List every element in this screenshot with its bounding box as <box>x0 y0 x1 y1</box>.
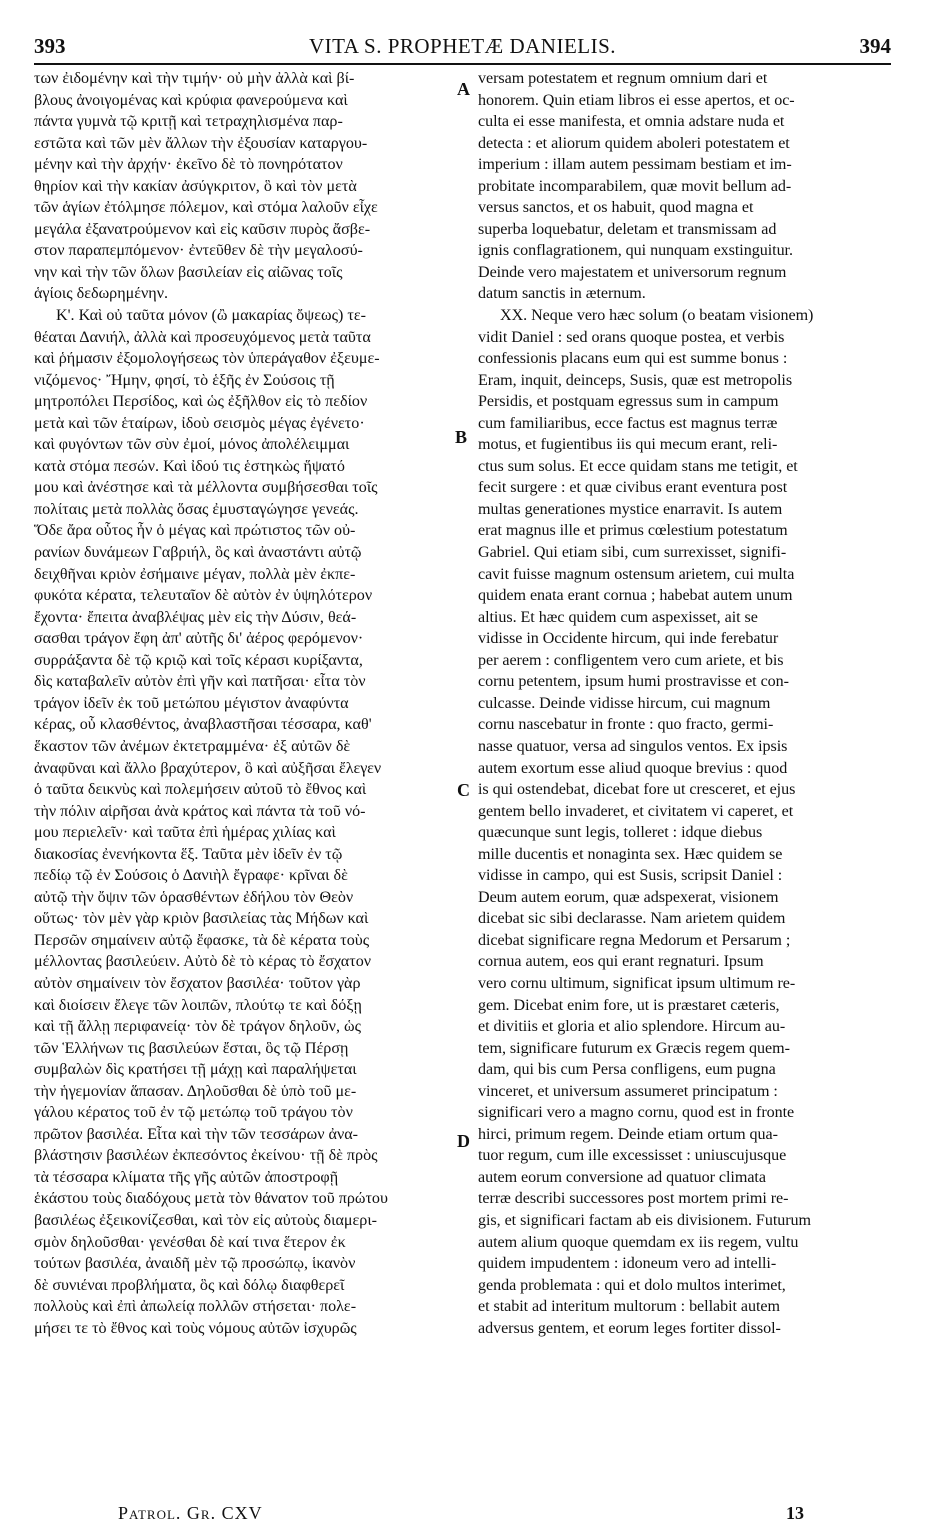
greek-text-line: μητροπόλει Περσίδος, καὶ ὡς ἐξῆλθον εἰς τὸ πεδίον <box>34 393 368 411</box>
greek-text-line: μου καὶ ἀνέστησε καὶ τὰ μέλλοντα συμβήσεσθαι τοῖς <box>34 479 378 497</box>
greek-text-line: νιζόμενος· Ἤμην, φησί, τὸ ἑξῆς ἐν Σούσοις τῇ <box>34 371 335 389</box>
latin-text-line: is qui ostendebat, dicebat fore ut cresceret, et ejus <box>478 781 796 799</box>
greek-text-line: κέρας, οὗ κλασθέντος, ἀναβλαστῆσαι τέσσαρα, καθ' <box>34 716 372 734</box>
latin-text-line: autem alium quoque quemdam ex iis regem, vultu <box>478 1233 799 1251</box>
latin-text-line: Deum autem eorum, quæ adspexerat, visionem <box>478 888 779 906</box>
section-marker-d: D <box>457 1131 470 1151</box>
greek-text-line: οὕτως· τὸν μὲν γὰρ κριὸν βασιλείας τὰς Μήδων καὶ <box>34 910 369 928</box>
latin-text-line: et stabit ad interitum multorum : bellabit autem <box>478 1298 780 1316</box>
latin-text-line: hirci, primum regem. Deinde etiam ortum qua- <box>478 1125 778 1143</box>
latin-text-line: gis, et significari factam ab eis divisionem. Futurum <box>478 1211 812 1229</box>
latin-text-line: quidem enata erant cornua ; habebat autem unum <box>478 587 793 605</box>
greek-text-line: Ὅδε ἄρα οὗτος ἦν ὁ μέγας καὶ πρώτιστος τῶν οὐ- <box>34 522 356 540</box>
latin-text-line: probitate incomparabilem, quæ movit bellum ad- <box>478 177 792 195</box>
latin-text-line: vinceret, et universum assumeret principatum : <box>478 1082 778 1100</box>
greek-text-line: ρανίων δυνάμεων Γαβριήλ, ὃς καὶ ἀναστάντι αὐτῷ <box>34 544 362 562</box>
greek-text-line: ἁγίοις δεδωρημένην. <box>34 285 168 303</box>
greek-text-line: γάλου κέρατος τοῦ ἐν τῷ μετώπῳ τοῦ τράγου τὸν <box>34 1104 353 1122</box>
greek-text-line: τὴν ἡγεμονίαν ἅπασαν. Δηλοῦσθαι δὲ ὑπὸ τοῦ με- <box>34 1082 357 1100</box>
greek-text-line: συμβαλὼν δὶς κρατήσει τῇ μάχῃ καὶ παραλήψεται <box>34 1061 357 1079</box>
latin-text-line: ctus sum solus. Et ecce quidam stans me tetigit, et <box>478 457 798 475</box>
greek-text-line: θηρίον καὶ τὴν κακίαν ἀσύγκριτον, ὃ καὶ τὸν μετὰ <box>34 177 357 195</box>
greek-text-line: τὴν πόλιν αἱρῆσαι ἀνὰ κράτος καὶ πάντα τὰ τοῦ νό- <box>34 802 366 820</box>
greek-text-line: βλους ἀνοιγομένας καὶ κρύφια φανερούμενα καὶ <box>34 91 348 109</box>
greek-text-line: πρῶτον βασιλέα. Εἶτα καὶ τὴν τῶν τεσσάρων ἀνα- <box>34 1125 359 1143</box>
latin-text-line: vero cornu ultimum, significat ipsum ultimum re- <box>478 974 796 992</box>
latin-text-line: honorem. Quin etiam libros ei esse apertos, et oc- <box>478 91 795 109</box>
running-title: VITA S. PROPHETÆ DANIELIS. <box>308 34 617 58</box>
header-rule <box>34 63 891 65</box>
latin-text-line: dicebat significare regna Medorum et Persarum ; <box>478 931 791 949</box>
latin-text-line: altius. Et hæc quidem cum aspexisset, ait se <box>478 608 758 626</box>
latin-text-line: versam potestatem et regnum omnium dari et <box>478 70 768 87</box>
latin-text-line: fecit surgere : et quæ civibus erant eventura post <box>478 479 788 497</box>
greek-text-line: των ἐιδομένην καὶ τὴν τιμήν· οὐ μὴν ἀλλὰ καὶ βί- <box>34 70 355 87</box>
greek-text-line: τῶν ἁγίων ἐτόλμησε πόλεμον, καὶ στόμα λαλοῦν εἶχε <box>34 199 378 217</box>
latin-text-line: detecta : et aliorum quidem aboleri potestatem et <box>478 134 790 152</box>
greek-text-line: δὲ συνιέναι προβλήματα, ὃς καὶ δόλῳ διαφθερεῖ <box>34 1276 345 1294</box>
greek-text-line: ἕκαστον τῶν ἀνέμων ἐκτετραμμένα· ἐξ αὐτῶν δὲ <box>34 737 351 755</box>
section-marker-c: C <box>457 780 470 800</box>
greek-text-line: βλάστησιν βασιλέων ἐκπεσόντος ἐκείνου· τῇ δὲ πρὸς <box>34 1147 378 1165</box>
page-number-right: 394 <box>859 34 891 58</box>
page-footer <box>34 1503 891 1527</box>
greek-text-line: καὶ διοίσειν ἔλεγε τῶν λοιπῶν, πλούτῳ τε καὶ δόξῃ <box>34 996 362 1014</box>
latin-text-line: superba loquebatur, deletam et transmissam ad <box>478 220 777 238</box>
latin-text-line: Eram, inquit, deinceps, Susis, quæ est metropolis <box>478 371 793 389</box>
greek-text-line: μου περιελεῖν· καὶ ταῦτα ἐπὶ ἡμέρας χιλίας καὶ <box>34 824 336 842</box>
latin-text-line: Gabriel. Qui etiam sibi, cum surrexisset, signifi- <box>478 544 787 562</box>
greek-text-line: στον παραπεμπόμενον· ἐντεῦθεν δὲ τὴν μεγαλοσύ- <box>34 242 363 260</box>
greek-text-line: ὁ ταῦτα δεικνὺς καὶ πολεμήσειν αὐτοῦ τὸ ἔθνος καὶ <box>34 781 367 799</box>
section-marker-a: A <box>457 79 470 99</box>
latin-text-line: culcasse. Deinde vidisse hircum, cui magnum <box>478 694 771 712</box>
greek-text-line: μήσει τε τὸ ἔθνος καὶ τοὺς νόμους αὐτῶν ἰσχυρῶς <box>34 1319 357 1337</box>
latin-text-line: significari vero a magno cornu, quod est in fronte <box>478 1104 795 1122</box>
section-marker-b: B <box>455 427 468 447</box>
latin-text-line: confessionis placans eum qui est summe bonus : <box>478 350 788 368</box>
latin-text-line: datum sanctis in æternum. <box>478 285 646 303</box>
greek-text-line: καὶ φυγόντων τῶν σὺν ἐμοί, μόνος ἀπολέλειμμαι <box>34 436 350 454</box>
greek-text-line: ἔχοντα· ἔπειτα ἀναβλέψας μὲν εἰς τὴν Δύσιν, θεά- <box>34 608 357 626</box>
greek-text-line: τράγον ἰδεῖν ἐκ τοῦ μετώπου μέγιστον ἀναφύντα <box>34 694 349 712</box>
latin-text-line: nasse quatuor, versa ad singulos ventos. Ex ipsis <box>478 737 788 755</box>
latin-text-line: ignis conflagrationem, qui nunquam exstinguitur. <box>478 242 793 260</box>
greek-text-line: μετὰ καὶ τῶν ἑταίρων, ἰδοὺ σεισμὸς μέγας ἐγένετο· <box>34 414 365 432</box>
latin-text-line: multas generationes mystice enarravit. Is autem <box>478 500 783 518</box>
greek-text-line: μένην καὶ τὴν ἀρχήν· ἐκεῖνο δὲ τὸ πονηρότατον <box>34 156 343 174</box>
greek-text-line: καὶ ῥήμασιν ἐξομολογήσεως τὸν ὑπεράγαθον ἐξευμε- <box>34 350 380 368</box>
latin-text-line: erat magnus ille et primus cœlestium potestatum <box>478 522 788 540</box>
latin-text-line: vidisse in campo, qui est Susis, scripsit Daniel : <box>478 867 783 885</box>
latin-text-line: quæcunque sunt legis, tolleret : idque diebus <box>478 824 763 842</box>
greek-text-line: σασθαι τράγον ἔφη ἀπ' αὐτῆς δι' ἀέρος φερόμενον· <box>34 630 364 648</box>
greek-text-line: τούτων βασιλέα, ἀναιδῆ μὲν τῷ προσώπῳ, ἱκανὸν <box>34 1255 356 1273</box>
latin-text-line: autem exortum esse aliud quoque brevius : quod <box>478 759 788 777</box>
greek-text-line: βασιλέως ἐξεικονίζεσθαι, καὶ τὸν εἰς αὐτοὺς διαμερι- <box>34 1211 378 1229</box>
latin-text-line: cum familiaribus, ecce factus est magnus terræ <box>478 414 778 432</box>
greek-text-line: πολίταις μετὰ πολλὰς ὅσας ἐμυσταγώγησε γενεάς. <box>34 500 359 518</box>
greek-text-line: αὐτῷ τὴν ὄψιν τῶν ὁρασθέντων ἐδήλου τὸν Θεὸν <box>34 888 354 906</box>
latin-text-line: cornua autem, eos qui erant regnaturi. Ipsum <box>478 953 764 971</box>
latin-text-line: terræ describi successores post mortem primi re- <box>478 1190 789 1208</box>
greek-text-line: αὐτὸν σημαίνειν τὸν ἔσχατον βασιλέα· τοῦτον γὰρ <box>34 974 361 992</box>
latin-text-line: cornu petentem, ipsum humi prostravisse et con- <box>478 673 789 691</box>
greek-text-line: νην καὶ τὴν τῶν ὅλων βασιλείαν εἰς αἰῶνας τοῖς <box>34 263 343 281</box>
latin-text-line: imperium : illam autem pessimam bestiam et im- <box>478 156 792 174</box>
page-number-left: 393 <box>34 34 66 58</box>
page-header <box>34 34 891 62</box>
latin-text-line: Persidis, et postquam egressus sum in campum <box>478 393 779 411</box>
greek-text-line: ἑκάστου τοὺς διαδόχους μετὰ τὸν θάνατον τοῦ πρώτου <box>34 1190 388 1208</box>
greek-text-line: τὰ τέσσαρα κλίματα τῆς γῆς αὐτῶν ἀποστροφῇ <box>34 1168 339 1186</box>
latin-text-line: genda problemata : qui et dolo multos interimet, <box>478 1276 786 1294</box>
greek-text-line: μέλλοντας βασιλεύειν. Αὐτὸ δὲ τὸ κέρας τὸ ἔσχατον <box>34 953 372 971</box>
latin-text-line: vidisse in Occidente hircum, qui inde ferebatur <box>478 630 779 648</box>
latin-text-line: cavit fuisse magnum ostensum arietem, cui multa <box>478 565 795 583</box>
latin-text-line: XX. Neque vero hæc solum (o beatam visionem) <box>500 307 814 325</box>
latin-text-line: dicebat sic sibi declarasse. Nam arietem quidem <box>478 910 786 928</box>
greek-text-line: Κ'. Καὶ οὐ ταῦτα μόνον (ὢ μακαρίας ὄψεως) τε- <box>56 307 366 325</box>
greek-text-line: συρράξαντα δὲ τῷ κριῷ καὶ τοῖς κέρασι κυρίξαντα, <box>34 651 363 669</box>
latin-text-line: vidit Daniel : sed orans quoque postea, et verbis <box>478 328 785 346</box>
greek-text-line: κατὰ στόμα πεσών. Καὶ ἰδού τις ἑστηκὼς ἥψατό <box>34 457 345 475</box>
greek-text-line: πεδίῳ τῷ ἐν Σούσοις ὁ Δανιὴλ ἔγραφε· κρῖναι δὲ <box>34 867 348 885</box>
greek-text-line: πολλοὺς καὶ ἐπὶ ἀπωλείᾳ πολλῶν στήσεται· πολε- <box>34 1298 357 1316</box>
latin-text-line: cornu nascebatur in fronte : quo fracto, germi- <box>478 716 774 734</box>
latin-text-line: culta ei esse manifesta, et omnia adstare nuda et <box>478 113 785 131</box>
footer-volume: Patrol. Gr. CXV <box>118 1503 263 1523</box>
latin-text-line: gentem bello invaderet, et civitatem vi caperet, et <box>478 802 794 820</box>
latin-text-line: motus, et fugientibus iis qui mecum erant, reli- <box>478 436 778 454</box>
greek-text-line: εστῶτα καὶ τῶν μὲν ἄλλων τὴν ἐξουσίαν καταργου- <box>34 134 368 152</box>
latin-text-line: versus sanctos, et os habuit, quod magna et <box>478 199 754 217</box>
greek-text-line: πάντα γυμνὰ τῷ κριτῇ καὶ τετραχηλισμένα παρ- <box>34 113 343 131</box>
latin-text-line: tem, significare futurum ex Græcis regem quem- <box>478 1039 790 1057</box>
latin-text-line: Deinde vero majestatem et universorum regnum <box>478 263 787 281</box>
greek-text-line: φυκότα κέρατα, τελευταῖον δὲ αὐτὸν ἐν ὑψηλότερον <box>34 587 373 605</box>
latin-text-column <box>478 68 890 1339</box>
latin-text-line: et divitiis et gloria et alio splendore. Hircum au- <box>478 1018 786 1036</box>
latin-text-line: tuor regum, cum ille excessisset : uniuscujusque <box>478 1147 787 1165</box>
latin-text-line: mille ducentis et nonaginta sex. Hæc quidem se <box>478 845 783 863</box>
greek-text-line: τῶν Ἑλλήνων τις βασιλεύων ἔσται, ὃς τῷ Πέρσῃ <box>34 1039 349 1057</box>
greek-text-column <box>34 68 459 1339</box>
latin-text-line: autem eorum conversione ad quatuor climata <box>478 1168 766 1186</box>
greek-text-line: δὶς καταβαλεῖν αὐτὸν ἐπὶ γῆν καὶ πατῆσαι· εἶτα τὸν <box>34 673 366 691</box>
latin-text-line: quidem impudentem : idoneum vero ad intelli- <box>478 1255 777 1273</box>
greek-text-line: σμὸν δηλοῦσθαι· γενέσθαι δὲ καί τινα ἕτερον ἐκ <box>34 1233 346 1251</box>
greek-text-line: θέαται Δανιήλ, ἀλλὰ καὶ προσευχόμενος μετὰ ταῦτα <box>34 328 371 346</box>
greek-text-line: διακοσίας ἐνενήκοντα ἕξ. Ταῦτα μὲν ἰδεῖν ἐν τῷ <box>34 845 343 863</box>
greek-text-line: Περσῶν σημαίνειν αὐτῷ ἔφασκε, τὰ δὲ κέρατα τοὺς <box>34 931 370 949</box>
latin-text-line: per aerem : confligentem vero cum ariete, et bis <box>478 651 784 669</box>
greek-text-line: μεγάλα ἐξανατρούμενον καὶ εἰς καῦσιν πυρὸς ἄσβε- <box>34 220 371 238</box>
latin-text-line: adversus gentem, et eorum leges fortiter dissol- <box>478 1319 781 1337</box>
greek-text-line: ἀναφῦναι καὶ ἄλλο βραχύτερον, ὃ καὶ αὐξῆσαι ἔλεγεν <box>34 759 382 777</box>
greek-text-line: καὶ τῇ ἄλλῃ περιφανείᾳ· τὸν δὲ τράγον δηλοῦν, ὡς <box>34 1018 361 1036</box>
greek-text-line: δειχθῆναι κριὸν ἐσήμαινε μέγαν, πολλὰ μὲν ἐκπε- <box>34 565 356 583</box>
latin-text-line: dam, qui bis cum Persa confligens, eum pugna <box>478 1061 776 1079</box>
latin-text-line: gem. Dicebat enim fore, ut is præstaret cæteris, <box>478 996 780 1014</box>
footer-signature: 13 <box>786 1503 804 1523</box>
